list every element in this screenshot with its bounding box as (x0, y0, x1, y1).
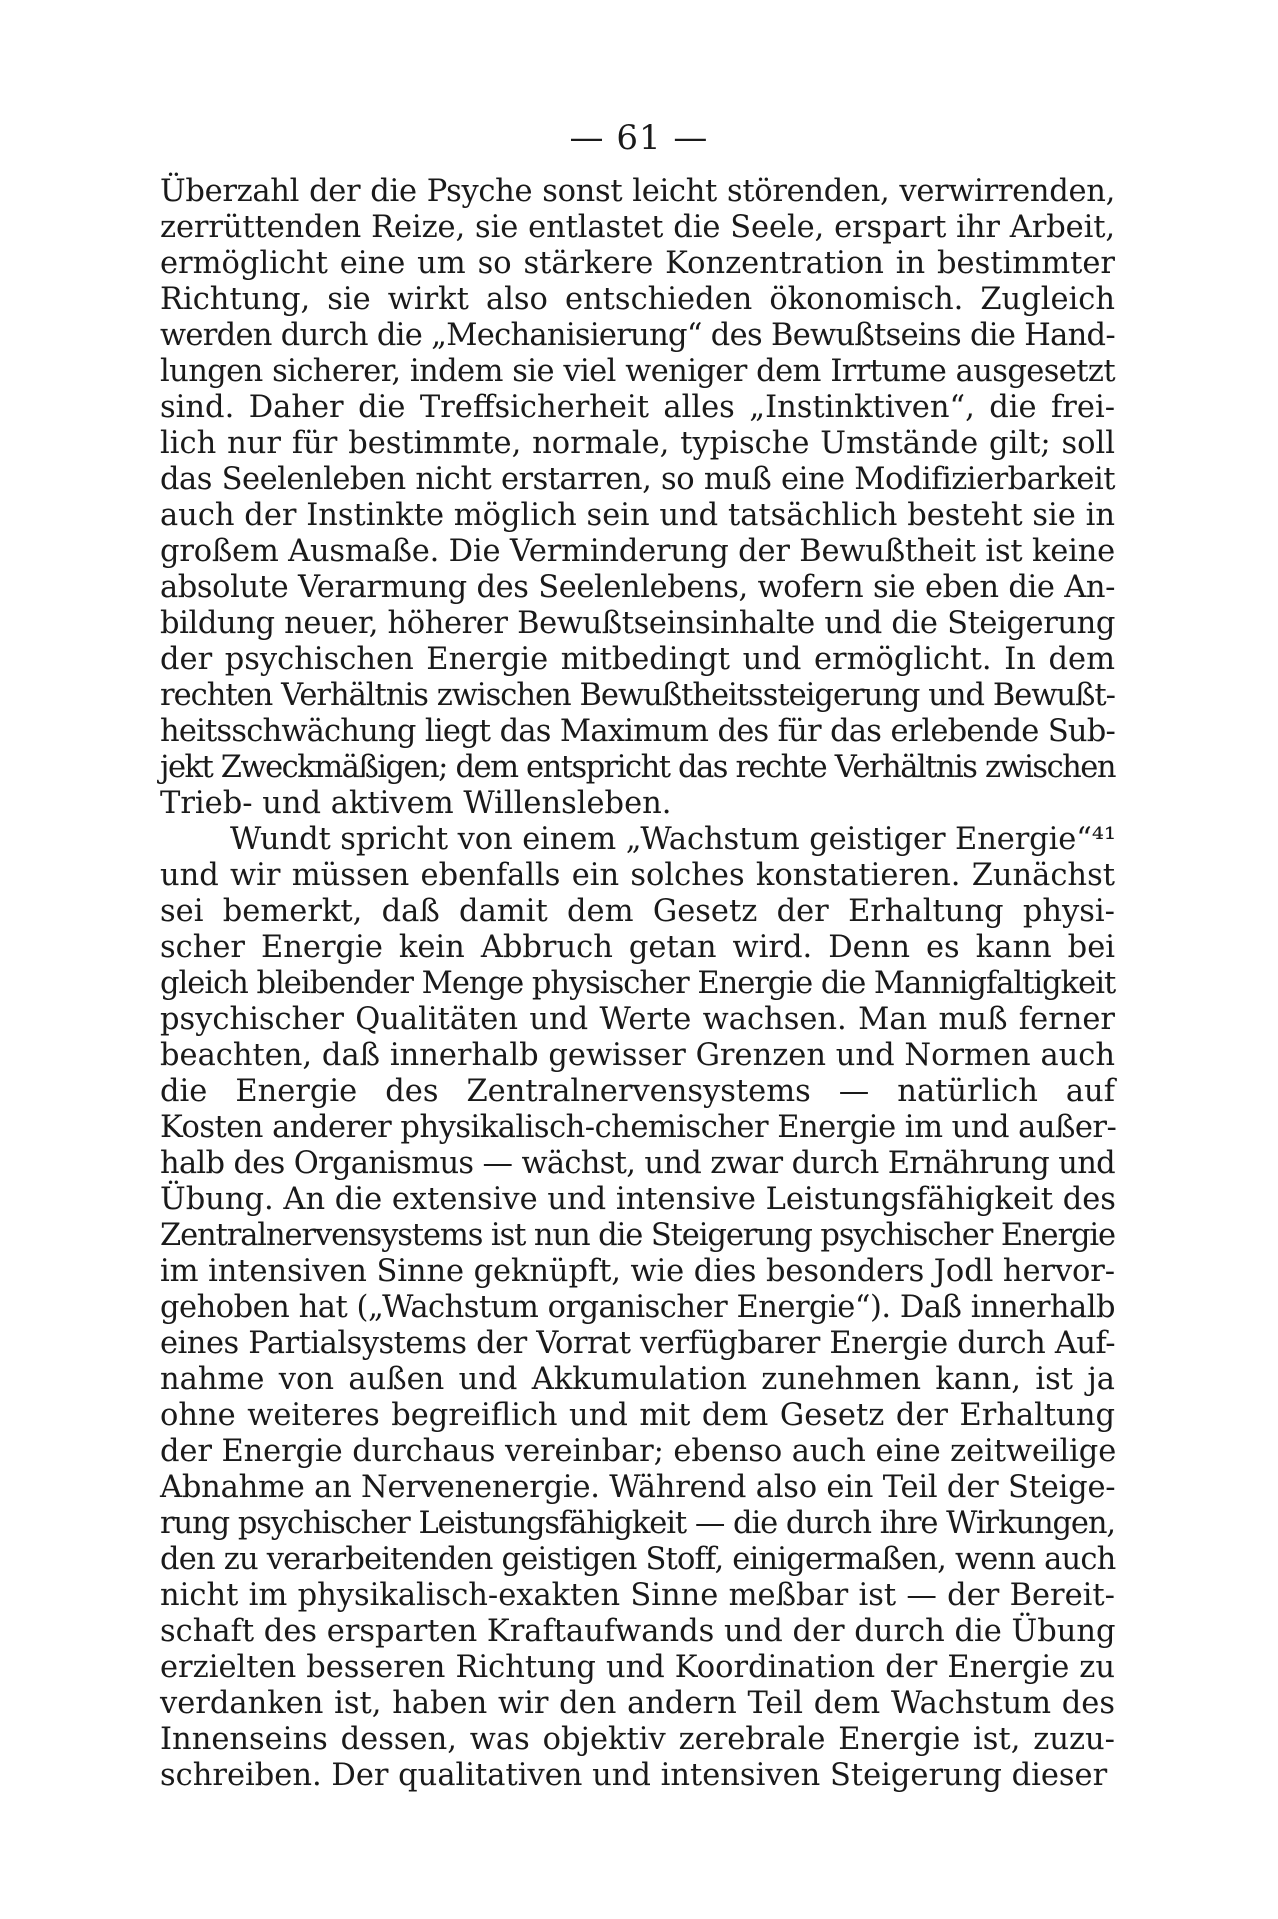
text-line: bildung neuer, höherer Bewußtseinsinhalte und die Steigerung (160, 606, 1115, 641)
text-line: gleich bleibender Menge physischer Energie die Mannigfaltigkeit (160, 966, 1116, 1001)
text-line: der Energie durchaus vereinbar; ebenso auch eine zeitweilige (160, 1434, 1117, 1469)
text-line: auch der Instinkte möglich sein und tatsächlich besteht sie in (160, 498, 1115, 533)
text-line: beachten, daß innerhalb gewisser Grenzen und Normen auch (160, 1038, 1115, 1073)
text-line: zerrüttenden Reize, sie entlastet die Seele, erspart ihr Arbeit, (160, 210, 1115, 245)
text-line: sind. Daher die Treffsicherheit alles „Instinktiven“, die frei- (160, 390, 1115, 425)
text-line: nahme von außen und Akkumulation zunehmen kann, ist ja (160, 1362, 1115, 1397)
text-line: werden durch die „Mechanisierung“ des Bewußtseins die Hand- (160, 318, 1115, 353)
text-line: verdanken ist, haben wir den andern Teil dem Wachstum des (160, 1686, 1115, 1721)
text-line: rung psychischer Leistungsfähigkeit — die durch ihre Wirkungen, (160, 1506, 1115, 1541)
text-line: lich nur für bestimmte, normale, typische Umstände gilt; soll (160, 426, 1115, 461)
text-line: die Energie des Zentralnervensystems — natürlich auf (160, 1074, 1115, 1109)
text-line: ermöglicht eine um so stärkere Konzentration in bestimmter (160, 246, 1115, 281)
text-line: großem Ausmaße. Die Verminderung der Bewußtheit ist keine (160, 534, 1115, 569)
paragraph (160, 174, 1115, 822)
text-line: Zentralnervensystems ist nun die Steigerung psychischer Energie (160, 1218, 1115, 1253)
text-line: Übung. An die extensive und intensive Leistungsfähigkeit des (160, 1182, 1116, 1217)
text-line: sei bemerkt, daß damit dem Gesetz der Erhaltung physi- (160, 894, 1115, 929)
text-line: halb des Organismus — wächst, und zwar durch Ernährung und (160, 1146, 1115, 1181)
text-line: das Seelenleben nicht erstarren, so muß eine Modifizierbarkeit (160, 462, 1115, 497)
text-line: nicht im physikalisch-exakten Sinne meßbar ist — der Bereit- (160, 1578, 1115, 1613)
text-line: Überzahl der die Psyche sonst leicht störenden, verwirrenden, (160, 174, 1115, 209)
text-line: schreiben. Der qualitativen und intensiven Steigerung dieser (160, 1758, 1108, 1793)
text-line: jekt Zweckmäßigen; dem entspricht das rechte Verhältnis zwischen (160, 750, 1115, 785)
text-line: absolute Verarmung des Seelenlebens, wofern sie eben die An- (160, 570, 1115, 605)
text-line: ohne weiteres begreiflich und mit dem Gesetz der Erhaltung (160, 1398, 1115, 1433)
paragraph (160, 822, 1115, 1794)
text-line: Wundt spricht von einem „Wachstum geistiger Energie“⁴¹ (230, 822, 1116, 857)
text-line: Abnahme an Nervenenergie. Während also ein Teil der Steige- (160, 1470, 1116, 1505)
page-number: — 61 — (569, 118, 709, 158)
text-line: rechten Verhältnis zwischen Bewußtheitssteigerung und Bewußt- (160, 678, 1115, 713)
body-text (160, 174, 1115, 1794)
text-line: Innenseins dessen, was objektiv zerebrale Energie ist, zuzu- (160, 1722, 1115, 1757)
text-line: gehoben hat („Wachstum organischer Energie“). Daß innerhalb (160, 1290, 1115, 1325)
text-line: der psychischen Energie mitbedingt und ermöglicht. In dem (160, 642, 1115, 677)
text-line: erzielten besseren Richtung und Koordination der Energie zu (160, 1650, 1115, 1685)
text-line: scher Energie kein Abbruch getan wird. Denn es kann bei (160, 930, 1115, 965)
text-line: psychischer Qualitäten und Werte wachsen. Man muß ferner (160, 1002, 1115, 1037)
text-line: schaft des ersparten Kraftaufwands und der durch die Übung (160, 1614, 1116, 1649)
text-line: Trieb- und aktivem Willensleben. (160, 786, 672, 821)
text-line: lungen sicherer, indem sie viel weniger dem Irrtume ausgesetzt (160, 354, 1115, 389)
text-line: im intensiven Sinne geknüpft, wie dies besonders Jodl hervor- (160, 1254, 1115, 1289)
text-line: Richtung, sie wirkt also entschieden ökonomisch. Zugleich (160, 282, 1115, 317)
text-line: eines Partialsystems der Vorrat verfügbarer Energie durch Auf- (160, 1326, 1115, 1361)
text-line: Kosten anderer physikalisch-chemischer Energie im und außer- (160, 1110, 1117, 1145)
text-line: den zu verarbeitenden geistigen Stoff, einigermaßen, wenn auch (160, 1542, 1116, 1577)
text-line: und wir müssen ebenfalls ein solches konstatieren. Zunächst (160, 858, 1115, 893)
text-line: heitsschwächung liegt das Maximum des für das erlebende Sub- (160, 714, 1115, 749)
